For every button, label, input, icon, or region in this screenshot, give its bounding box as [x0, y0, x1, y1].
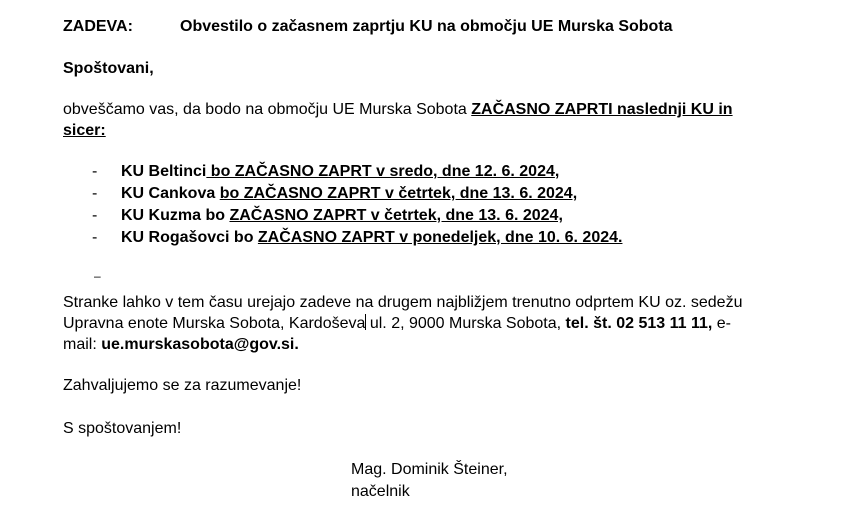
- body-line-2: [63, 313, 731, 334]
- phone-number: tel. št. 02 513 11 11,: [565, 315, 713, 332]
- list-item-detail: bo ZAČASNO ZAPRT v četrtek, dne 13. 6. 2024,: [219, 185, 578, 202]
- body-text-2a: Upravna enote Murska Sobota, Kardoševa: [63, 315, 366, 332]
- subject-title-wrap: [180, 16, 673, 37]
- list-bullet: -: [92, 185, 98, 202]
- body-line-1: [63, 292, 742, 313]
- list-bullet: -: [92, 207, 98, 224]
- body-text-1: Stranke lahko v tem času urejajo zadeve na drugem najbližjem trenutno odprtem KU oz. sedežu: [63, 294, 743, 311]
- signature-name: [351, 459, 508, 480]
- intro-line-2: [63, 120, 106, 141]
- signature-role: [351, 481, 410, 502]
- email-address: ue.murskasobota@gov.si.: [101, 336, 299, 353]
- greeting-text: Spoštovani,: [63, 60, 154, 77]
- greeting: [63, 58, 154, 79]
- list-item-office: KU Cankova: [121, 185, 220, 202]
- list-item-detail: ZAČASNO ZAPRT v ponedeljek, dne 10. 6. 2024.: [257, 229, 623, 246]
- body-line-3: [63, 334, 299, 355]
- closing: [63, 418, 181, 439]
- list-bullet: -: [92, 163, 98, 180]
- subject-line: [63, 16, 133, 37]
- intro-emphasis-2: sicer:: [63, 122, 106, 139]
- list-item-office: KU Kuzma bo: [121, 207, 230, 224]
- thanks: [63, 375, 301, 396]
- intro-emphasis-1: ZAČASNO ZAPRTI naslednji KU in: [471, 101, 733, 118]
- signature-role-text: načelnik: [351, 483, 410, 500]
- list-item-detail: ZAČASNO ZAPRT v četrtek, dne 13. 6. 2024,: [229, 207, 563, 224]
- subject-title: Obvestilo o začasnem zaprtju KU na območju UE Murska Sobota: [180, 18, 673, 35]
- intro-line-1: [63, 99, 733, 120]
- list-item-detail: bo ZAČASNO ZAPRT v sredo, dne 12. 6. 2024: [206, 163, 555, 180]
- closing-text: S spoštovanjem!: [63, 420, 182, 437]
- list-bullet: -: [92, 229, 98, 246]
- body-text-2-end: e-: [712, 315, 731, 332]
- list-item-office: KU Rogašovci bo: [121, 229, 258, 246]
- signature-name-text: Mag. Dominik Šteiner,: [351, 461, 508, 478]
- body-text-3a: mail:: [63, 336, 102, 353]
- thanks-text: Zahvaljujemo se za razumevanje!: [63, 377, 302, 394]
- empty-list-marker: –: [94, 269, 101, 283]
- list-item-office: KU Beltinci: [121, 163, 207, 180]
- intro-text: obveščamo vas, da bodo na območju UE Murska Sobota: [63, 101, 472, 118]
- body-text-2b: ul. 2, 9000 Murska Sobota,: [365, 315, 566, 332]
- subject-label: ZADEVA:: [63, 18, 133, 35]
- list-item-tail: ,: [554, 163, 560, 180]
